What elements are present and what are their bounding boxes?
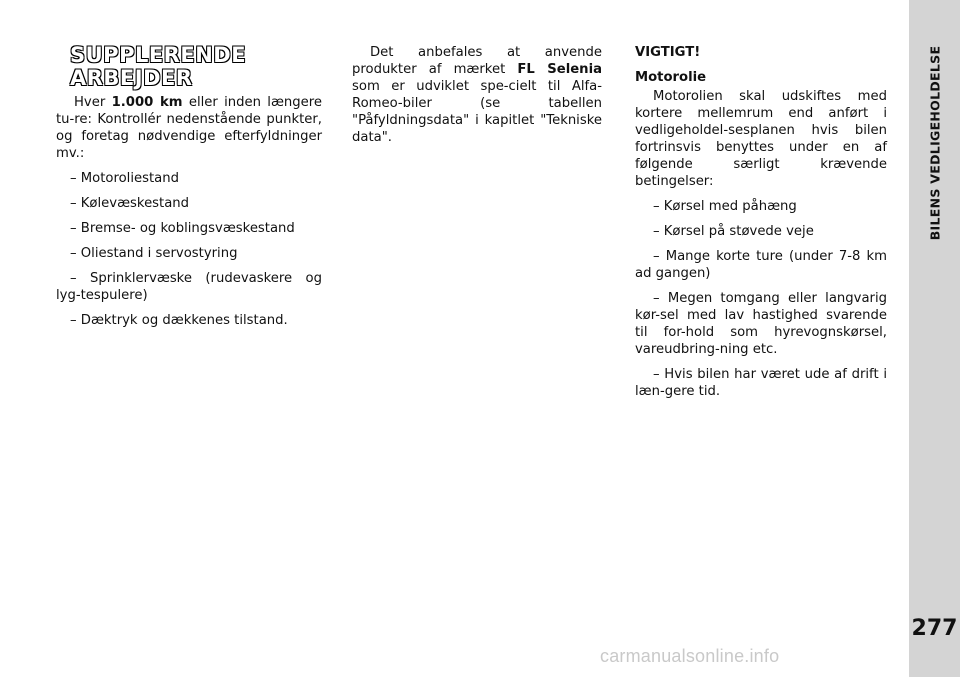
middle-column — [352, 44, 602, 154]
warning-label: VIGTIGT! — [635, 45, 701, 60]
watermark: carmanualsonline.info — [600, 646, 780, 666]
condition-item: – Mange korte ture (under 7-8 km ad gangen) — [635, 249, 887, 281]
oil-intro-paragraph: Motorolien skal udskiftes med kortere mellemrum end anført i vedligeholdel-sesplanen hvis bilen fortrinsvis benyttes under en af følgende særligt krævende betingelser: — [635, 89, 887, 189]
recommendation-text-start: Det anbefales at anvende produkter af mærket — [352, 45, 602, 77]
intro-text-end: eller inden længere tu-re: Kontrollér nedenstående punkter, og foretag nødvendige efterfyldninger mv.: — [56, 95, 322, 161]
check-item: – Oliestand i servostyring — [70, 246, 238, 261]
intro-paragraph — [56, 94, 322, 162]
check-item: – Motoroliestand — [70, 171, 179, 186]
chapter-sidebar — [909, 0, 960, 677]
recommendation-text-end: som er udviklet spe-cielt til Alfa-Romeo-biler (se tabellen "Påfyldningsdata" i kapitlet "Tekniske data". — [352, 79, 602, 145]
page-number: 277 — [911, 616, 958, 641]
chapter-label: BILENS VEDLIGEHOLDELSE — [927, 45, 942, 241]
left-column — [56, 44, 322, 337]
condition-item: – Kørsel med påhæng — [653, 199, 797, 214]
condition-item: – Kørsel på støvede veje — [653, 224, 814, 239]
heading-line-2: ARBEJDER — [70, 66, 193, 90]
product-recommendation — [352, 44, 602, 146]
interval-value: 1.000 km — [111, 95, 183, 110]
check-item: – Dæktryk og dækkenes tilstand. — [70, 313, 288, 328]
subheading: Motorolie — [635, 70, 707, 85]
intro-text-start: Hver — [74, 95, 112, 110]
heading-line-1: SUPPLERENDE — [70, 43, 247, 67]
condition-item: – Megen tomgang eller langvarig kør-sel med lav hastighed svarende til for-hold som hyrevognskørsel, vareudbring-ning etc. — [635, 291, 887, 357]
check-item: – Kølevæskestand — [70, 196, 190, 211]
condition-item: – Hvis bilen har været ude af drift i læn-gere tid. — [635, 367, 887, 399]
check-item: – Sprinklervæske (rudevaskere og lyg-tespulere) — [56, 271, 322, 303]
right-column — [635, 44, 887, 408]
check-item: – Bremse- og koblingsvæskestand — [70, 221, 295, 236]
brand-name: FL Selenia — [517, 62, 602, 77]
section-heading — [70, 44, 322, 90]
